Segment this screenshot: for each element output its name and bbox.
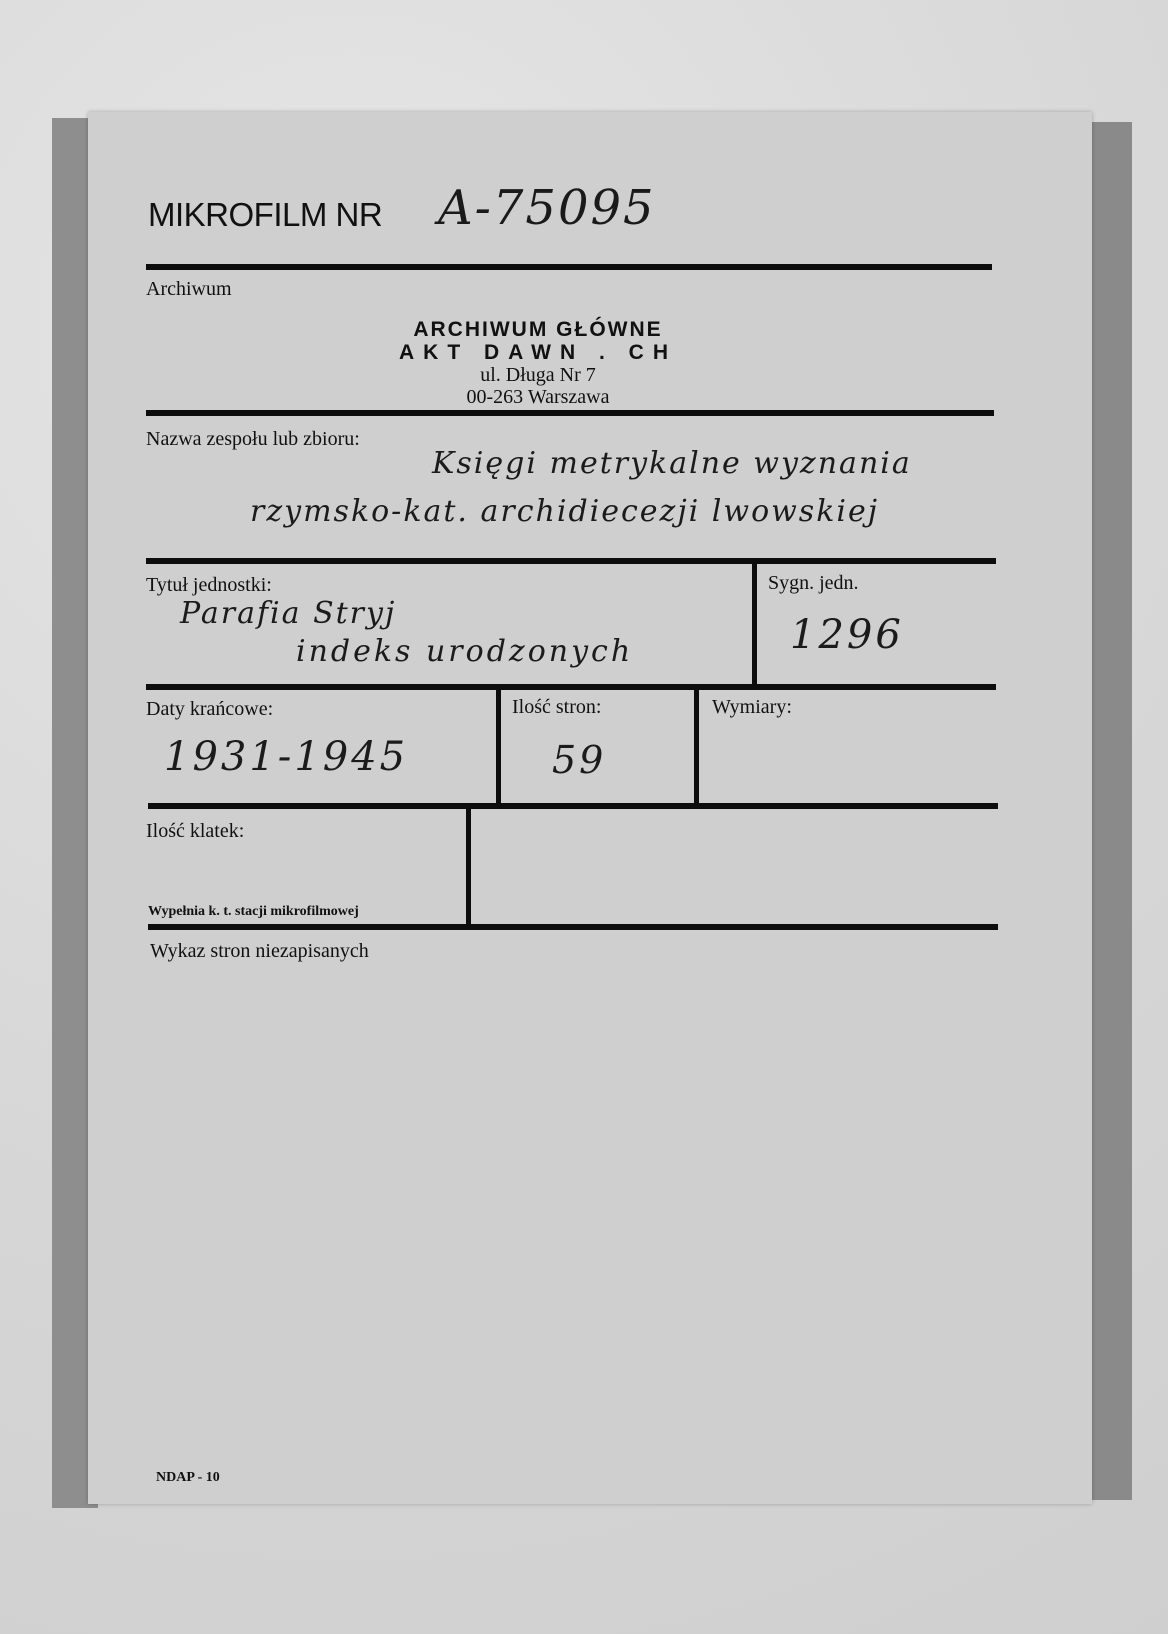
divider-klatki <box>466 807 471 927</box>
tytul-value-line-2: indeks urodzonych <box>296 634 634 669</box>
ilosc-stron-label: Ilość stron: <box>512 696 602 718</box>
zespol-value-line-1: Księgi metrykalne wyznania <box>432 446 912 481</box>
ilosc-stron-value: 59 <box>552 738 607 782</box>
stamp-line-4: 00-263 Warszawa <box>466 386 610 408</box>
daty-value: 1931-1945 <box>164 734 409 780</box>
microfilm-number: A-75095 <box>438 180 656 236</box>
sygnatura-value: 1296 <box>790 612 904 658</box>
sygnatura-label: Sygn. jedn. <box>768 572 859 594</box>
archiwum-label: Archiwum <box>146 278 232 300</box>
wykaz-label: Wykaz stron niezapisanych <box>150 940 369 962</box>
form-code: NDAP - 10 <box>156 1470 220 1485</box>
rule-under-daty <box>148 803 998 809</box>
card-title-label: MIKROFILM NR <box>148 196 383 233</box>
stamp-line-1: ARCHIWUM GŁÓWNE <box>413 318 663 341</box>
tytul-value-line-1: Parafia Stryj <box>180 596 397 631</box>
card-right-shadow <box>1088 122 1132 1500</box>
divider-strony-wymiary <box>694 688 699 806</box>
title-row <box>148 180 848 256</box>
rule-under-tytul <box>146 684 996 690</box>
zespol-value-line-2: rzymsko-kat. archidiecezji lwowskiej <box>250 494 880 529</box>
archive-stamp <box>368 318 708 408</box>
divider-daty-strony <box>496 688 501 806</box>
daty-label: Daty krańcowe: <box>146 698 274 720</box>
rule-under-zespol <box>146 558 996 564</box>
rule-under-klatki <box>148 924 998 930</box>
zespol-label: Nazwa zespołu lub zbioru: <box>146 428 360 450</box>
stamp-line-2: AKT DAWN . CH <box>399 341 677 364</box>
rule-under-title <box>146 264 992 270</box>
stamp-line-3: ul. Długa Nr 7 <box>480 364 596 386</box>
wymiary-label: Wymiary: <box>712 696 792 718</box>
ilosc-klatek-note: Wypełnia k. t. stacji mikrofilmowej <box>148 904 359 919</box>
rule-under-archiwum <box>146 410 994 416</box>
ilosc-klatek-label: Ilość klatek: <box>146 820 245 842</box>
tytul-label: Tytuł jednostki: <box>146 574 272 596</box>
divider-tytul-sygn <box>752 562 757 687</box>
